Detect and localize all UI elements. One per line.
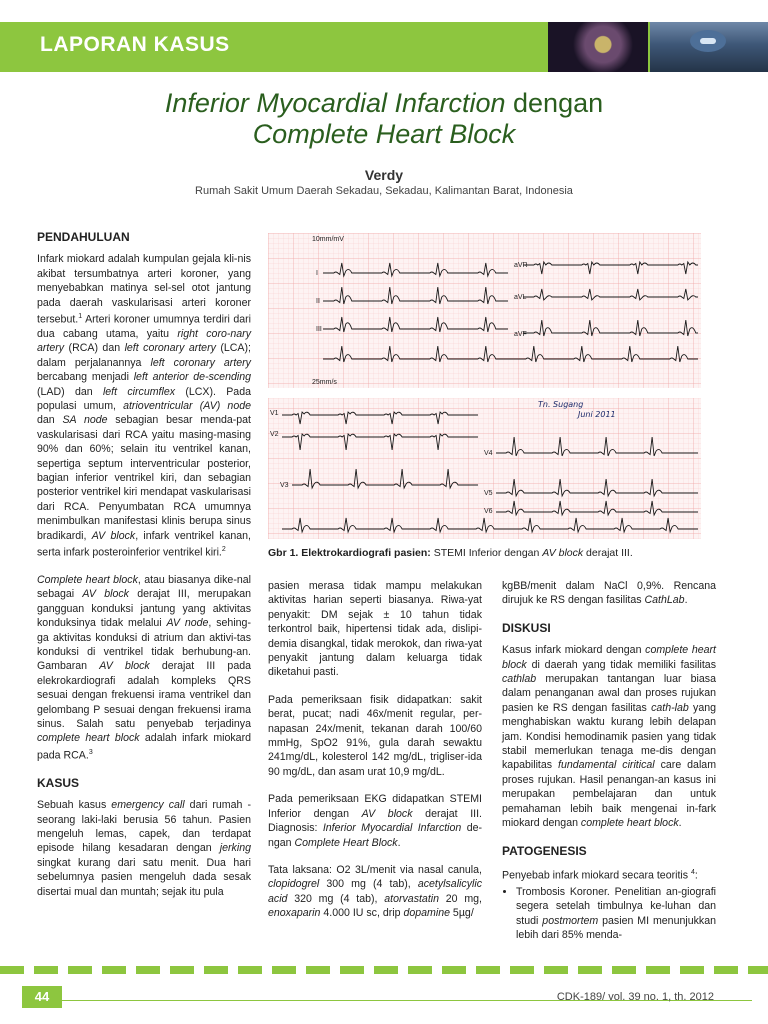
ecg-lead-label: aVL xyxy=(514,294,527,301)
ecg-handwriting: Juni 2011 xyxy=(578,410,616,419)
caption-text: STEMI Inferior dengan xyxy=(430,547,543,559)
footer-dash xyxy=(306,966,330,974)
author: Verdy xyxy=(364,167,404,183)
footer-dash xyxy=(374,966,398,974)
footer-dash xyxy=(646,966,670,974)
paragraph: Kasus infark miokard dengan complete heart block di daerah yang tidak memiliki fasilitas cathlab merupakan tantangan luar biasa dalam penanganan awal dan proses rujukan pasien ke RS dengan fasilitas cath-lab yang menghabiskan waktu kurang lebih delapan jam. Kondisi hemodinamik pasien yang tidak stabil memerlukan tenaga me-dis dengan kapabilitas fundamental ciritical care dalam proses rujukan. Hasil penangan-an kasus ini merupakan pembelajaran dan untuk pemahaman lebih baik mengenai in-fark miokard dengan complete heart block. xyxy=(502,644,717,830)
footer-dash xyxy=(680,966,704,974)
paragraph: Infark miokard adalah kumpulan gejala kli-nis akibat tersumbatnya arteri koroner, yang menyebabkan matinya sel-sel otot jantung pada daerah vaskularisasi arteri koroner tersebut.$^1$ Arteri koroner umumnya terdiri dari dua cabang utama, yaitu right coro-nary artery (RCA) dan left coronary artery (LCA); dalam perjalanannya left coronary artery bercabang menjadi left anterior de-scending (LAD) dan left circumflex (LCX). Pada populasi umum, atrioventricular (AV) node dan SA node sebagian besar menda-pat vaskularisasi dari RCA yaitu masing-masing 90% dan 60%; selain itu ventrikel kanan, sepertiga septum interventricular posterior, bagian inferior ventrikel kiri, dan sebagian posterior ventrikel kiri mendapat vaskularisasi dari RCA. Penyumbatan RCA umumnya menimbulkan manifestasi klinis berupa sinus bradikardi, AV block, infark ventrikel kanan, serta infark posteroinferior ventrikel kiri.$^2$ xyxy=(37,253,252,559)
header-photo-heart xyxy=(548,22,648,72)
section-label: LAPORAN KASUS xyxy=(40,33,230,56)
ecg-lead-label: II xyxy=(316,298,320,305)
footer-dash xyxy=(0,966,24,974)
title-italic-1: Inferior Myocardial Infarction xyxy=(164,88,506,118)
header-photo-surgeon xyxy=(650,22,768,72)
ecg-lead-label: III xyxy=(316,326,322,333)
ecg-lead-label: I xyxy=(316,270,318,277)
footer-dashes xyxy=(0,966,768,978)
footer-dash xyxy=(544,966,568,974)
heading-kasus: KASUS xyxy=(37,775,80,790)
caption-label: Gbr 1. Elektrokardiografi pasien: xyxy=(268,547,431,559)
ecg-lead-label: V5 xyxy=(484,490,493,497)
paragraph: Complete heart block, atau biasanya dike-nal sebagai AV block derajat III, merupakan gangguan konduksi jantung yang aktivitas konduksinya tidak melalui AV node, sehing-ga aktivitas konduksi di atrium dan aktivi-tas konduksi di ventrikel tidak berhubung-an. Gambaran AV block derajat III pada elekrokardiografi adalah kompleks QRS sesuai dengan frekuensi irama ventrikel dan gelombang P sesuai dengan frekuensi irama sinus. Salah satu penyebab terjadinya complete heart block adalah infark miokard pada RCA.$^3$ xyxy=(37,574,251,762)
column-2 xyxy=(268,579,482,934)
footer-dash xyxy=(442,966,466,974)
ecg-lead-label: V2 xyxy=(270,431,279,438)
footer-dash xyxy=(340,966,364,974)
column-1 xyxy=(37,230,251,912)
ecg-lead-label: V4 xyxy=(484,450,493,457)
footer-dash xyxy=(714,966,738,974)
footer-dash xyxy=(612,966,636,974)
title-italic-2: Complete Heart Block xyxy=(252,119,516,149)
footer-dash xyxy=(510,966,534,974)
ecg-lead-label: aVR xyxy=(514,262,528,269)
bullet-list xyxy=(502,885,716,943)
paragraph: Pada pemeriksaan EKG didapatkan STEMI Inferior dengan AV block derajat III. Diagnosis: Inferior Myocardial Infarction de-ngan Complete Heart Block. xyxy=(268,793,483,849)
caption-text: derajat III. xyxy=(583,547,633,559)
footer-dash xyxy=(102,966,126,974)
footer-dash xyxy=(748,966,768,974)
heading-patogenesis: PATOGENESIS xyxy=(502,843,587,858)
footer-dash xyxy=(136,966,160,974)
paragraph: Tata laksana: O2 3L/menit via nasal canula, clopidogrel 300 mg (4 tab), acetylsalicylic acid 320 mg (4 tab), atorvastatin 20 mg, enoxaparin 4.000 IU sc, drip dopamine 5µg/ xyxy=(268,863,482,920)
list-item: • Trombosis Koroner. Penelitian an-giografi segera setelah timbulnya ke-luhan dan studi postmortem pasien MI menunjukkan lebih dari 85% menda- xyxy=(516,885,716,943)
footer-dash xyxy=(476,966,500,974)
footer-dash xyxy=(272,966,296,974)
ecg-lead-label: V3 xyxy=(280,482,289,489)
footer-dash xyxy=(238,966,262,974)
footer-dash xyxy=(170,966,194,974)
ecg-figure xyxy=(268,233,701,539)
paragraph: kgBB/menit dalam NaCl 0,9%. Rencana dirujuk ke RS dengan fasilitas CathLab. xyxy=(502,580,716,607)
column-3 xyxy=(502,579,716,942)
heading-diskusi: DISKUSI xyxy=(502,620,551,635)
footer-dash xyxy=(578,966,602,974)
paragraph: pasien merasa tidak mampu melakukan aktivitas harian seperti biasanya. Riwa-yat penyakit: DM sejak ± 10 tahun tidak terkontrol baik, hipertensi tidak ada, dislipi-demia disangkal, tidak merokok, dan riwa-yat penyakit jantung dalam keluarga tidak diketahui pasti. xyxy=(268,580,482,679)
ecg-speed-label: 25mm/s xyxy=(312,379,337,386)
footer-dash xyxy=(34,966,58,974)
ecg-handwriting: Tn. Sugang xyxy=(538,400,584,409)
affiliation: Rumah Sakit Umum Daerah Sekadau, Sekadau, Kalimantan Barat, Indonesia xyxy=(195,185,573,197)
page-number: 44 xyxy=(22,986,62,1008)
heading-pendahuluan: PENDAHULUAN xyxy=(37,230,130,244)
paragraph: Sebuah kasus emergency call dari rumah - seorang laki-laki berusia 56 tahun. Pasien mengeluh lemas, capek, dan terdapat episode hilang kesadaran dengan jerking singkat kurang dari satu menit. Dua hari sebelumnya pasien mengeluh dada sesak disertai mual dan muntah; sejak itu pula xyxy=(37,799,251,898)
footer-dash xyxy=(204,966,228,974)
ecg-lead-label: V6 xyxy=(484,508,493,515)
title-normal-1: dengan xyxy=(505,88,604,118)
footer-dash xyxy=(408,966,432,974)
paragraph: Penyebab infark miokard secara teoritis $^4$: xyxy=(502,868,698,882)
ecg-lead-label: aVF xyxy=(514,331,527,338)
article-title xyxy=(0,88,768,150)
paragraph: Pada pemeriksaan fisik didapatkan: sakit berat, pucat; nadi 46x/menit regular, per-napasan 24x/menit, tekanan darah 100/60 mmHg, SpO2 91%, gula darah sewaktu 241mg/dL, kolesterol 142 mg/dL, trigliser-ida 90 mg/dL, dan asam urat 10,9 mg/dL. xyxy=(268,693,482,778)
ecg-lead-label: V1 xyxy=(270,410,279,417)
footer-dash xyxy=(68,966,92,974)
caption-italic: AV block xyxy=(542,547,584,559)
figure-caption xyxy=(268,547,708,559)
ecg-scale-label: 10mm/mV xyxy=(312,236,344,243)
journal-info: CDK-189/ vol. 39 no. 1, th. 2012 xyxy=(556,991,714,1003)
